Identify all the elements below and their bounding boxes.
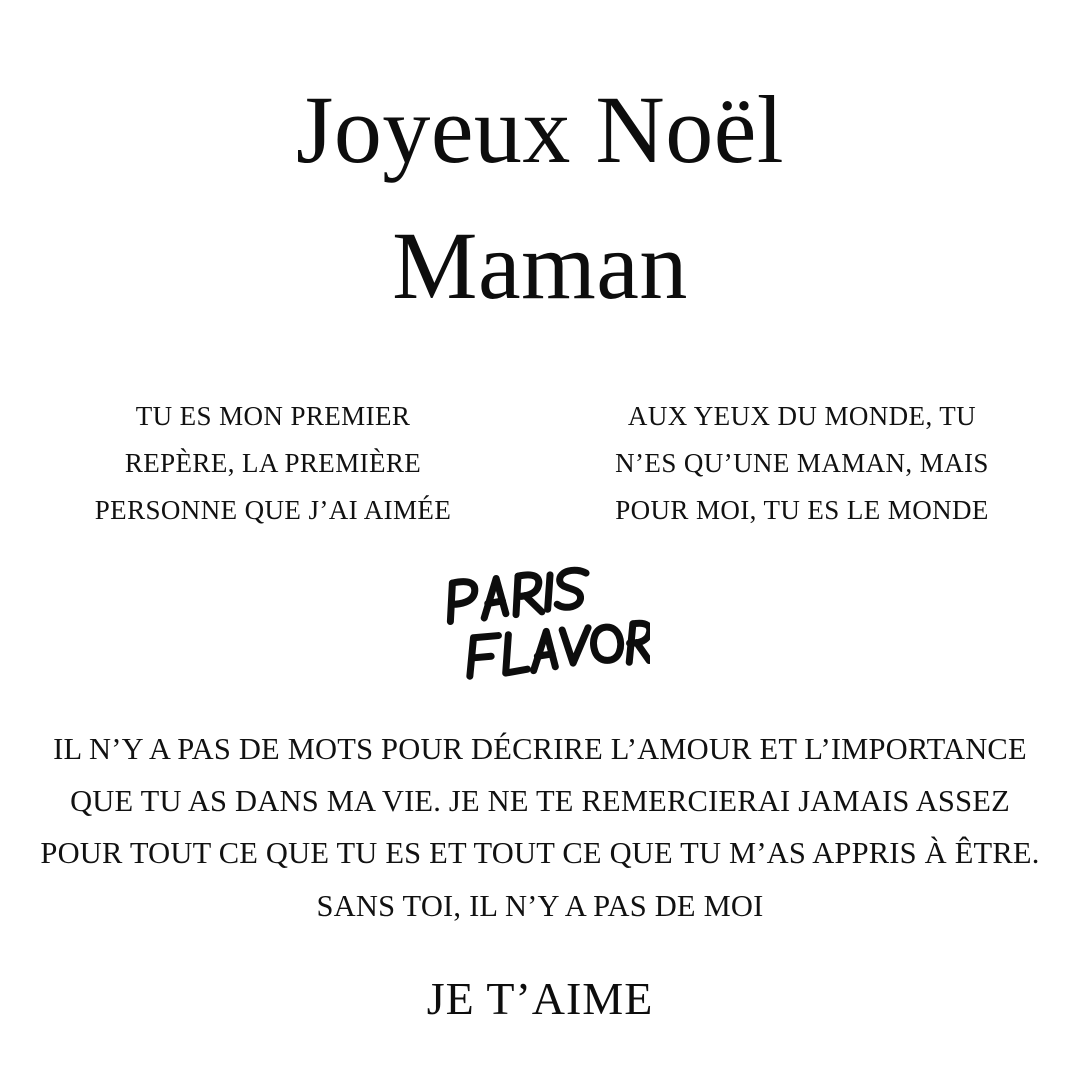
card-title-line-2: Maman: [392, 212, 688, 320]
card-closing-text: JE T’AIME: [426, 973, 654, 1025]
card-title-line-1: Joyeux Noël: [295, 76, 785, 183]
card-body-text: IL N’Y A PAS DE MOTS POUR DÉCRIRE L’AMOUR ET L’IMPORTANCE QUE TU AS DANS MA VIE. JE NE TE REMERCIERAI JAMAIS ASSEZ POUR TOUT CE QUE TU ES ET TOUT CE QUE TU M’AS APPRIS À ÊTRE. SANS TOI, IL N’Y A PAS DE MOI: [40, 731, 1040, 923]
message-right: AUX YEUX DU MONDE, TU N’ES QU’UNE MAMAN, MAIS POUR MOI, TU ES LE MONDE: [615, 400, 989, 525]
message-left: TU ES MON PREMIER REPÈRE, LA PREMIÈRE PERSONNE QUE J’AI AIMÉE: [94, 400, 452, 525]
message-columns: [0, 393, 1080, 534]
brand-logo: [0, 560, 1080, 685]
card-title: [0, 0, 1080, 335]
